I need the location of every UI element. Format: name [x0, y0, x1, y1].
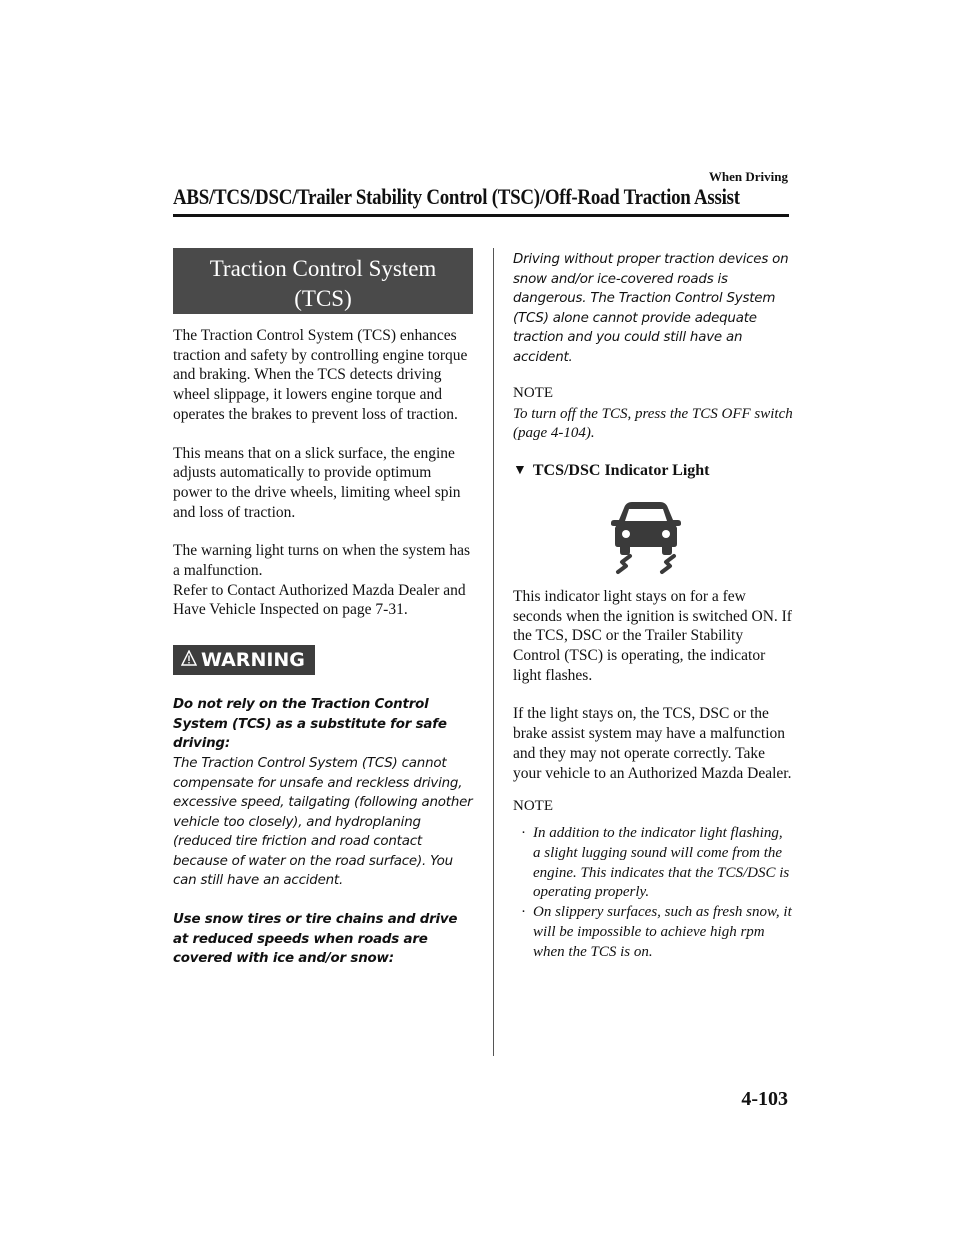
- warning-1-heading: Do not rely on the Traction Control System (TCS) as a substitute for safe driving:: [173, 697, 447, 752]
- section-banner-line2: (TCS): [294, 286, 352, 311]
- list-item: · On slippery surfaces, such as fresh snow, it will be impossible to achieve high rpm when the TCS is on.: [523, 903, 793, 962]
- left-column: [173, 248, 473, 988]
- intro-paragraph: The Traction Control System (TCS) enhances traction and safety by controlling engine torque and braking. When the TCS detects driving wheel slippage, it lowers engine torque and operates the brakes to prevent loss of traction.: [173, 327, 468, 423]
- warning-label: WARNING: [201, 649, 305, 672]
- warning-light-paragraph: [173, 541, 473, 620]
- column-divider: [493, 248, 494, 1056]
- header-section-label: When Driving: [708, 169, 788, 184]
- section-banner: [173, 248, 473, 314]
- slick-surface-paragraph: This means that on a slick surface, the engine adjusts automatically to provide optimum power to the drive wheels, limiting wheel spin and loss of traction.: [173, 444, 461, 521]
- header-rule: [173, 214, 789, 217]
- list-item: · In addition to the indicator light flashing, a slight lugging sound will come from the engine. This indicates that the TCS/DSC is operating properly.: [523, 824, 793, 903]
- note-1-text: To turn off the TCS, press the TCS OFF switch (page 4-104).: [513, 405, 793, 442]
- warning-block-1: [173, 695, 473, 891]
- note-2-list: [513, 824, 793, 962]
- refer-dealer-text: Refer to Contact Authorized Mazda Dealer and Have Vehicle Inspected on page 7-31.: [173, 581, 466, 619]
- warning-triangle-icon: [181, 650, 197, 666]
- indicator-paragraph-1: This indicator light stays on for a few seconds when the ignition is switched ON. If the TCS, DSC or the Trailer Stability Control (TSC) is operating, the indicator light flashes.: [513, 587, 792, 684]
- page-number: 4-103: [741, 1088, 788, 1110]
- right-column: [513, 250, 793, 962]
- warning-2-text: Driving without proper traction devices on snow and/or ice-covered roads is dangerous. The Traction Control System (TCS) alone cannot provide adequate traction and you could still have an accident.: [513, 252, 789, 365]
- indicator-paragraph-2: If the light stays on, the TCS, DSC or the brake assist system may have a malfunction and they may not operate correctly. Take your vehicle to an Authorized Mazda Dealer.: [513, 705, 792, 782]
- note-1-label: NOTE: [513, 384, 553, 401]
- warning-2-heading: Use snow tires or tire chains and drive at reduced speeds when roads are covered with ice and/or snow:: [173, 912, 458, 967]
- tcs-dsc-indicator-icon: [606, 498, 686, 576]
- note-2-label: NOTE: [513, 798, 553, 815]
- indicator-light-heading-text: TCS/DSC Indicator Light: [532, 461, 710, 479]
- indicator-light-heading: [513, 462, 793, 480]
- triangle-down-icon: ▼: [513, 462, 527, 478]
- warning-badge: [173, 645, 315, 675]
- section-banner-line1: Traction Control System: [209, 256, 437, 281]
- warning-light-text: The warning light turns on when the system has a malfunction.: [173, 542, 471, 580]
- warning-1-text: The Traction Control System (TCS) cannot compensate for unsafe and reckless driving, excessive speed, tailgating (following another vehicle too closely), and hydroplaning (reduced tire friction and road contact because of water on the road surface). You can still have an accident.: [173, 755, 473, 889]
- page-title: ABS/TCS/DSC/Trailer Stability Control (TSC)/Off-Road Traction Assist: [173, 184, 740, 209]
